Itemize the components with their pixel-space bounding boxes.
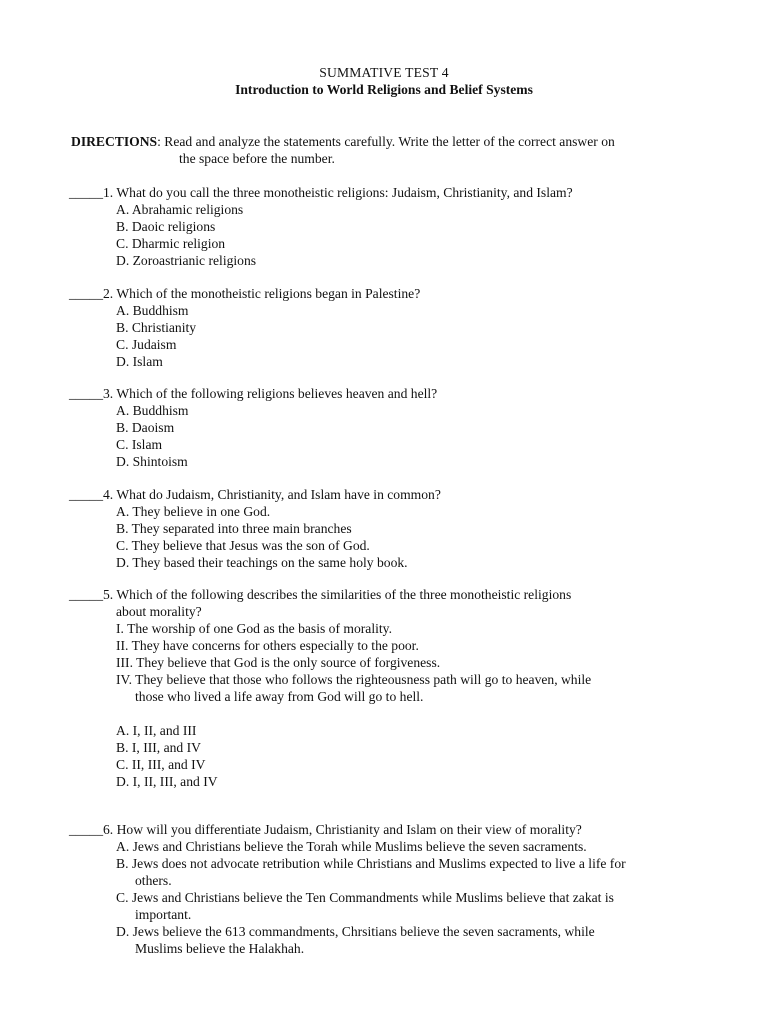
option-d-continued: Muslims believe the Halakhah. — [135, 941, 305, 956]
option-b: B. Daoism — [116, 420, 175, 435]
option-list — [69, 722, 729, 790]
option-d: D. Islam — [116, 354, 163, 369]
question-4 — [69, 486, 729, 571]
option-d: D. Shintoism — [116, 454, 188, 469]
option-d — [69, 923, 729, 957]
option-a — [69, 838, 729, 855]
question-1 — [69, 184, 729, 269]
option-list — [69, 201, 729, 269]
page-title: SUMMATIVE TEST 4 — [319, 65, 449, 80]
page-subtitle: Introduction to World Religions and Belief Systems — [235, 82, 533, 97]
statement-i: I. The worship of one God as the basis of morality. — [116, 621, 392, 636]
statement-iv-text: IV. They believe that those who follows the righteousness path will go to heaven, while — [116, 672, 592, 687]
statement-list — [69, 620, 729, 705]
option-a: A. They believe in one God. — [116, 504, 271, 519]
option-c: C. They believe that Jesus was the son of God. — [116, 538, 370, 553]
option-d-text: D. Jews believe the 613 commandments, Chrsitians believe the seven sacraments, while — [116, 924, 595, 939]
statement-ii: II. They have concerns for others especially to the poor. — [116, 638, 419, 653]
question-stem: _____1. What do you call the three monotheistic religions: Judaism, Christianity, and Islam? — [69, 185, 573, 200]
option-c: C. II, III, and IV — [116, 757, 206, 772]
option-list — [69, 503, 729, 571]
option-b — [69, 855, 729, 889]
statement-iii: III. They believe that God is the only source of forgiveness. — [116, 655, 441, 670]
option-c — [69, 889, 729, 923]
option-b: B. They separated into three main branches — [116, 521, 352, 536]
statement-iv — [69, 671, 729, 705]
option-b: B. Daoic religions — [116, 219, 216, 234]
question-stem-continued: about morality? — [116, 604, 202, 619]
option-a: A. I, II, and III — [116, 723, 197, 738]
question-stem: _____3. Which of the following religions believes heaven and hell? — [69, 386, 438, 401]
spacer — [69, 705, 729, 722]
option-d: D. I, II, III, and IV — [116, 774, 218, 789]
directions-text-line1: : Read and analyze the statements carefully. Write the letter of the correct answer on — [157, 134, 615, 149]
option-list — [69, 302, 729, 370]
question-2 — [69, 285, 729, 370]
option-b: B. Christianity — [116, 320, 197, 335]
option-c-continued: important. — [135, 907, 192, 922]
option-a-text: A. Jews and Christians believe the Torah while Muslims believe the seven sacraments. — [116, 839, 587, 854]
directions-label: DIRECTIONS — [71, 134, 158, 149]
directions — [71, 133, 711, 167]
question-stem: _____5. Which of the following describes the similarities of the three monotheistic religions — [69, 587, 572, 602]
option-b-text: B. Jews does not advocate retribution while Christians and Muslims expected to live a life for — [116, 856, 626, 871]
directions-text-line2: the space before the number. — [179, 151, 335, 166]
option-c: C. Islam — [116, 437, 163, 452]
question-6 — [69, 821, 729, 957]
question-stem: _____4. What do Judaism, Christianity, and Islam have in common? — [69, 487, 441, 502]
question-5 — [69, 586, 729, 790]
option-a: A. Buddhism — [116, 303, 189, 318]
option-c-text: C. Jews and Christians believe the Ten Commandments while Muslims believe that zakat is — [116, 890, 614, 905]
option-list — [69, 838, 729, 957]
option-b: B. I, III, and IV — [116, 740, 201, 755]
option-d: D. Zoroastrianic religions — [116, 253, 257, 268]
option-list — [69, 402, 729, 470]
statement-iv-continued: those who lived a life away from God will go to hell. — [135, 689, 424, 704]
option-d: D. They based their teachings on the same holy book. — [116, 555, 408, 570]
option-a: A. Abrahamic religions — [116, 202, 244, 217]
option-c: C. Dharmic religion — [116, 236, 226, 251]
question-3 — [69, 385, 729, 470]
option-c: C. Judaism — [116, 337, 177, 352]
option-b-continued: others. — [135, 873, 172, 888]
option-a: A. Buddhism — [116, 403, 189, 418]
question-stem: _____2. Which of the monotheistic religions began in Palestine? — [69, 286, 421, 301]
question-stem: _____6. How will you differentiate Judaism, Christianity and Islam on their view of morality? — [69, 822, 582, 837]
